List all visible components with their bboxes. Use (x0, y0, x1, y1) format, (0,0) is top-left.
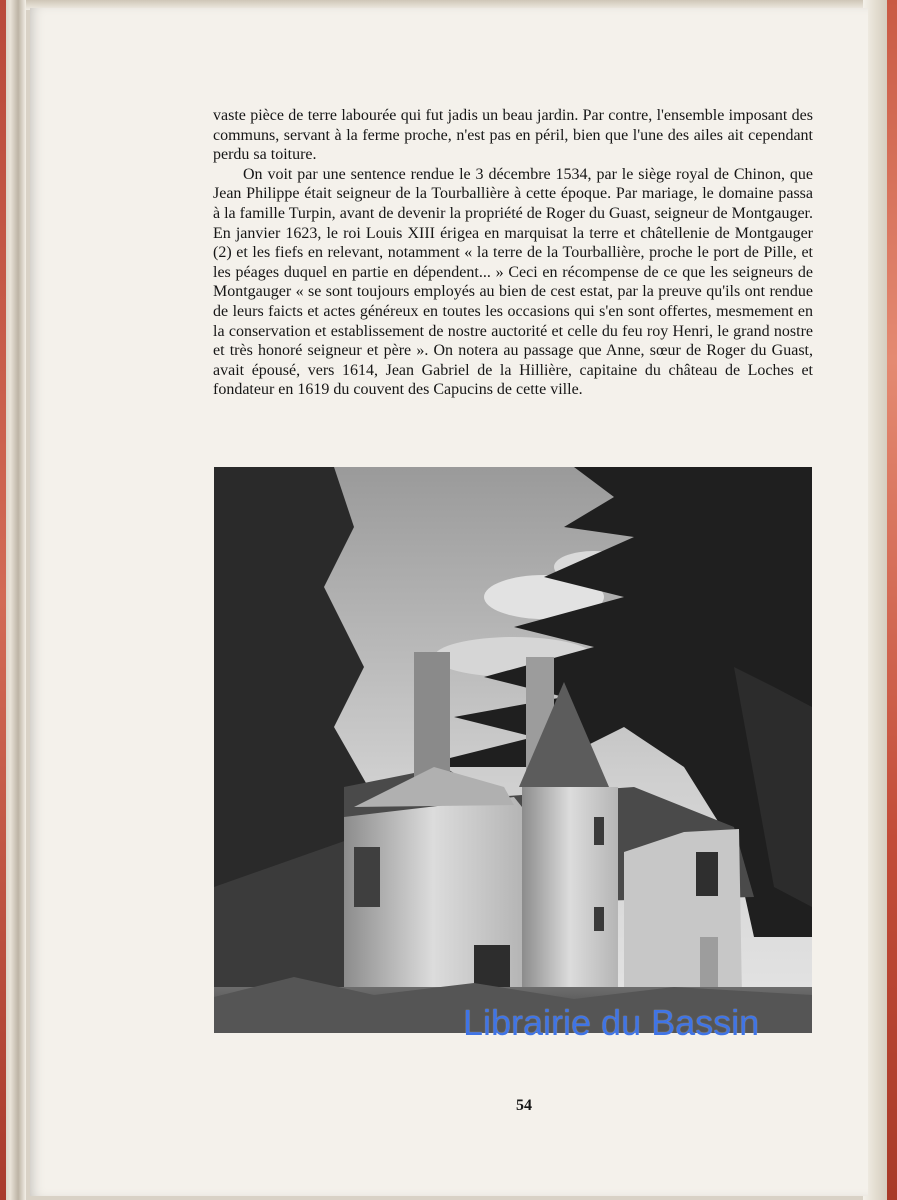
paragraph-2: On voit par une sentence rendue le 3 décembre 1534, par le siège royal de Chinon, que Jean Philippe était seigneur de la Tourballière à cette époque. Par mariage, le domaine passa à la famille Turpin, avant de devenir la propriété de Roger du Guast, seigneur de Montgauger. En janvier 1623, le roi Louis XIII érigea en marquisat la terre et châtellenie de Montgauger (2) et les fiefs en relevant, notamment « la terre de la Tourballière, proche le port de Pille, et les péages duquel en partie en dépendent... » Ceci en récompense de ce que les seigneurs de Montgauger « se sont toujours employés au bien de cest estat, par la preuve qu'ils ont rendue de leurs faicts et actes généreux en toutes les occasions qui s'en sont offertes, mesmement en la conservation et establissement de nostre auctorité et celle du feu roy Henri, le grand nostre et très honoré seigneur et père ». On notera au passage que Anne, sœur de Roger du Guast, avait épousé, vers 1614, Jean Gabriel de la Hillière, capitaine du château de Loches et fondateur en 1619 du couvent des Capucins de cette ville. (213, 165, 813, 399)
book-cover-edge (0, 0, 6, 1200)
paragraph-1: vaste pièce de terre labourée qui fut jadis un beau jardin. Par contre, l'ensemble imposant des communs, servant à la ferme proche, n'est pas en péril, bien que l'une des ailes ait cependant perdu sa toiture. (213, 107, 813, 164)
chateau-ruin-photo (214, 467, 812, 1033)
page-number: 54 (516, 1097, 532, 1114)
book-left-edge (0, 0, 26, 1200)
chateau-ruin-illustration (214, 467, 812, 1033)
watermark-text: Librairie du Bassin (463, 1002, 760, 1043)
body-text (213, 106, 813, 400)
book-right-edge (863, 0, 897, 1200)
book-cover-edge-right (887, 0, 897, 1200)
